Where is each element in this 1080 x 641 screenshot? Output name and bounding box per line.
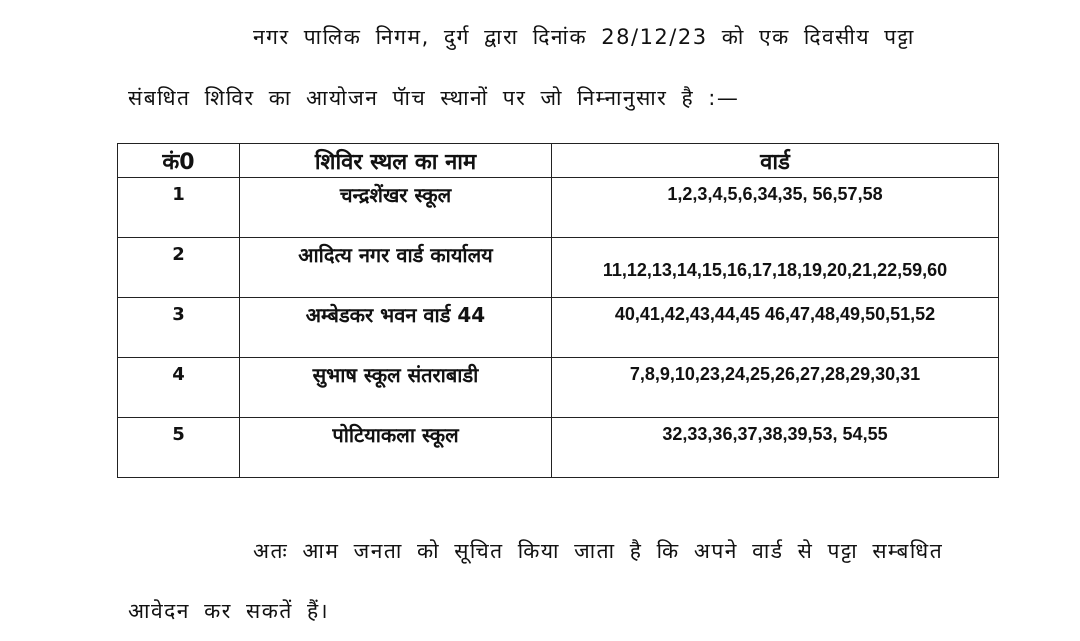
ward-numbers: 32,33,36,37,38,39,53, 54,55 <box>662 424 888 444</box>
ward-numbers: 7,8,9,10,23,24,25,26,27,28,29,30,31 <box>629 364 921 384</box>
wards-header: वार्ड <box>552 144 999 178</box>
table-row <box>118 358 999 418</box>
intro-text-line-1: नगर पालिक निगम, दुर्ग द्वारा दिनांक 28/12/23 को एक दिवसीय पट्टा <box>253 25 915 49</box>
wards-cell <box>552 298 999 358</box>
table-header <box>118 144 999 178</box>
wards-cell <box>552 358 999 418</box>
ward-numbers: 40,41,42,43,44,45 46,47,48,49,50,51,52 <box>614 304 936 324</box>
serial-number: 2 <box>172 244 185 265</box>
closing-text-line-2: आवेदन कर सकतें हैं। <box>128 599 330 623</box>
camp-site-cell <box>240 238 552 298</box>
camp-site-cell <box>240 418 552 478</box>
serial-number-header: कं0 <box>118 144 240 178</box>
wards-cell <box>552 238 999 298</box>
camp-site-name-header: शिविर स्थल का नाम <box>240 144 552 178</box>
serial-number-cell <box>118 418 240 478</box>
wards-cell <box>552 178 999 238</box>
closing-text-line-1: अतः आम जनता को सूचित किया जाता है कि अपने वार्ड से पट्टा सम्बधित <box>253 539 944 563</box>
serial-number: 3 <box>172 304 185 325</box>
header-row <box>118 144 999 178</box>
table-row <box>118 418 999 478</box>
ward-numbers: 1,2,3,4,5,6,34,35, 56,57,58 <box>667 184 883 204</box>
camp-site-cell <box>240 178 552 238</box>
table-row <box>118 178 999 238</box>
camp-site-name: अम्बेडकर भवन वार्ड 44 <box>305 303 486 327</box>
table-row <box>118 238 999 298</box>
table-row <box>118 298 999 358</box>
camp-locations-table <box>117 143 999 478</box>
camp-site-name: आदित्य नगर वार्ड कार्यालय <box>298 243 493 267</box>
intro-text-line-2: संबधित शिविर का आयोजन पॅाच स्थानों पर जो निम्नानुसार है :— <box>128 86 740 110</box>
serial-number-cell <box>118 238 240 298</box>
camp-site-cell <box>240 358 552 418</box>
table-body <box>118 178 999 478</box>
camp-site-name: सुभाष स्कूल संतराबाडी <box>312 363 479 387</box>
camp-site-name: चन्द्रशेंखर स्कूल <box>339 183 452 207</box>
serial-number-cell <box>118 178 240 238</box>
serial-number-cell <box>118 298 240 358</box>
serial-number: 1 <box>172 184 185 205</box>
ward-numbers: 11,12,13,14,15,16,17,18,19,20,21,22,59,60 <box>602 260 948 280</box>
wards-cell <box>552 418 999 478</box>
serial-number: 5 <box>172 424 185 445</box>
serial-number: 4 <box>172 364 185 385</box>
serial-number-cell <box>118 358 240 418</box>
camp-site-cell <box>240 298 552 358</box>
camp-site-name: पोटियाकला स्कूल <box>332 423 459 447</box>
